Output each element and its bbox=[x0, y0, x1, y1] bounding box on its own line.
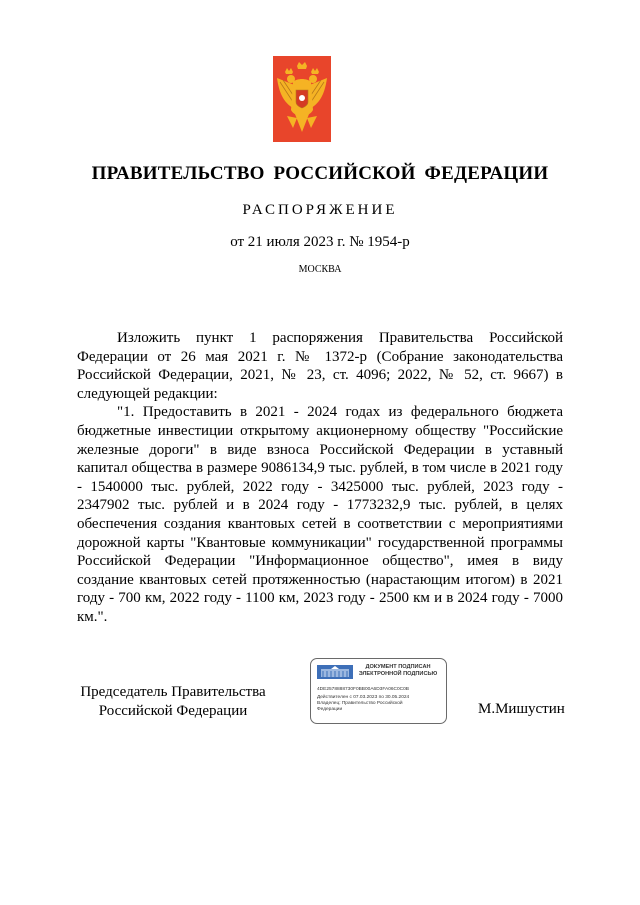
stamp-title-line-1: ДОКУМЕНТ ПОДПИСАН bbox=[365, 664, 431, 670]
signatory-position bbox=[78, 683, 268, 721]
body-paragraph-1: Изложить пункт 1 распоряжения Правительства Российской Федерации от 26 мая 2021 г. № 1372-р (Собрание законодательства Российской Федерации, 2021, № 23, ст. 4096; 2022, № 52, ст. 9667) в следующей редакции: bbox=[77, 330, 563, 402]
stamp-owner bbox=[317, 701, 403, 713]
stamp-validity: Действителен с 07.03.2023 по 30.05.2024 bbox=[317, 695, 410, 700]
document-city: МОСКВА bbox=[298, 264, 342, 275]
body-paragraph-2: "1. Предоставить в 2021 - 2024 годах из федерального бюджета бюджетные инвестиции открытому акционерному обществу "Российские железные дороги" в виде взноса Российской Федерации в уставный капитал общества в размере 9086134,9 тыс. рублей, в том числе в 2021 году - 1540000 тыс. рублей, 2022 году - 3425000 тыс. рублей, 2023 году - 2347902 тыс. рублей и в 2024 году - 1773232,9 тыс. рублей, в целях обеспечения создания квантовых сетей в соответствии с мероприятиями дорожной карты "Квантовые коммуникации" государственной программы Российской Федерации "Информационное общество", имея в виду создание квантовых сетей протяженностью (нарастающим итогом) в 2021 году - 700 км, 2022 году - 1100 км, 2023 году - 2500 км и в 2024 году - 7000 км.". bbox=[77, 404, 563, 625]
electronic-signature-stamp bbox=[310, 658, 447, 724]
government-title: ПРАВИТЕЛЬСТВО РОССИЙСКОЙ ФЕДЕРАЦИИ bbox=[91, 163, 549, 184]
stamp-certificate: 4DE2578888730F0BB00A6D3FA06C0C0B bbox=[317, 687, 410, 692]
stamp-title-line-2: ЭЛЕКТРОННОЙ ПОДПИСЬЮ bbox=[358, 671, 438, 677]
government-building-icon bbox=[317, 665, 353, 679]
document-body bbox=[77, 329, 563, 627]
stamp-title bbox=[353, 664, 443, 678]
stamp-owner-line-2: Федерации bbox=[317, 707, 343, 712]
signatory-position-line-1: Председатель Правительства bbox=[80, 684, 266, 700]
stamp-owner-line-1: Владелец: Правительство Российской bbox=[317, 701, 403, 706]
document-date-number: от 21 июля 2023 г. № 1954-р bbox=[230, 234, 410, 250]
signatory-name: М.Мишустин bbox=[478, 701, 565, 717]
document-type: РАСПОРЯЖЕНИЕ bbox=[242, 202, 398, 218]
coat-of-arms-icon bbox=[273, 56, 331, 142]
signatory-position-line-2: Российской Федерации bbox=[98, 703, 248, 719]
